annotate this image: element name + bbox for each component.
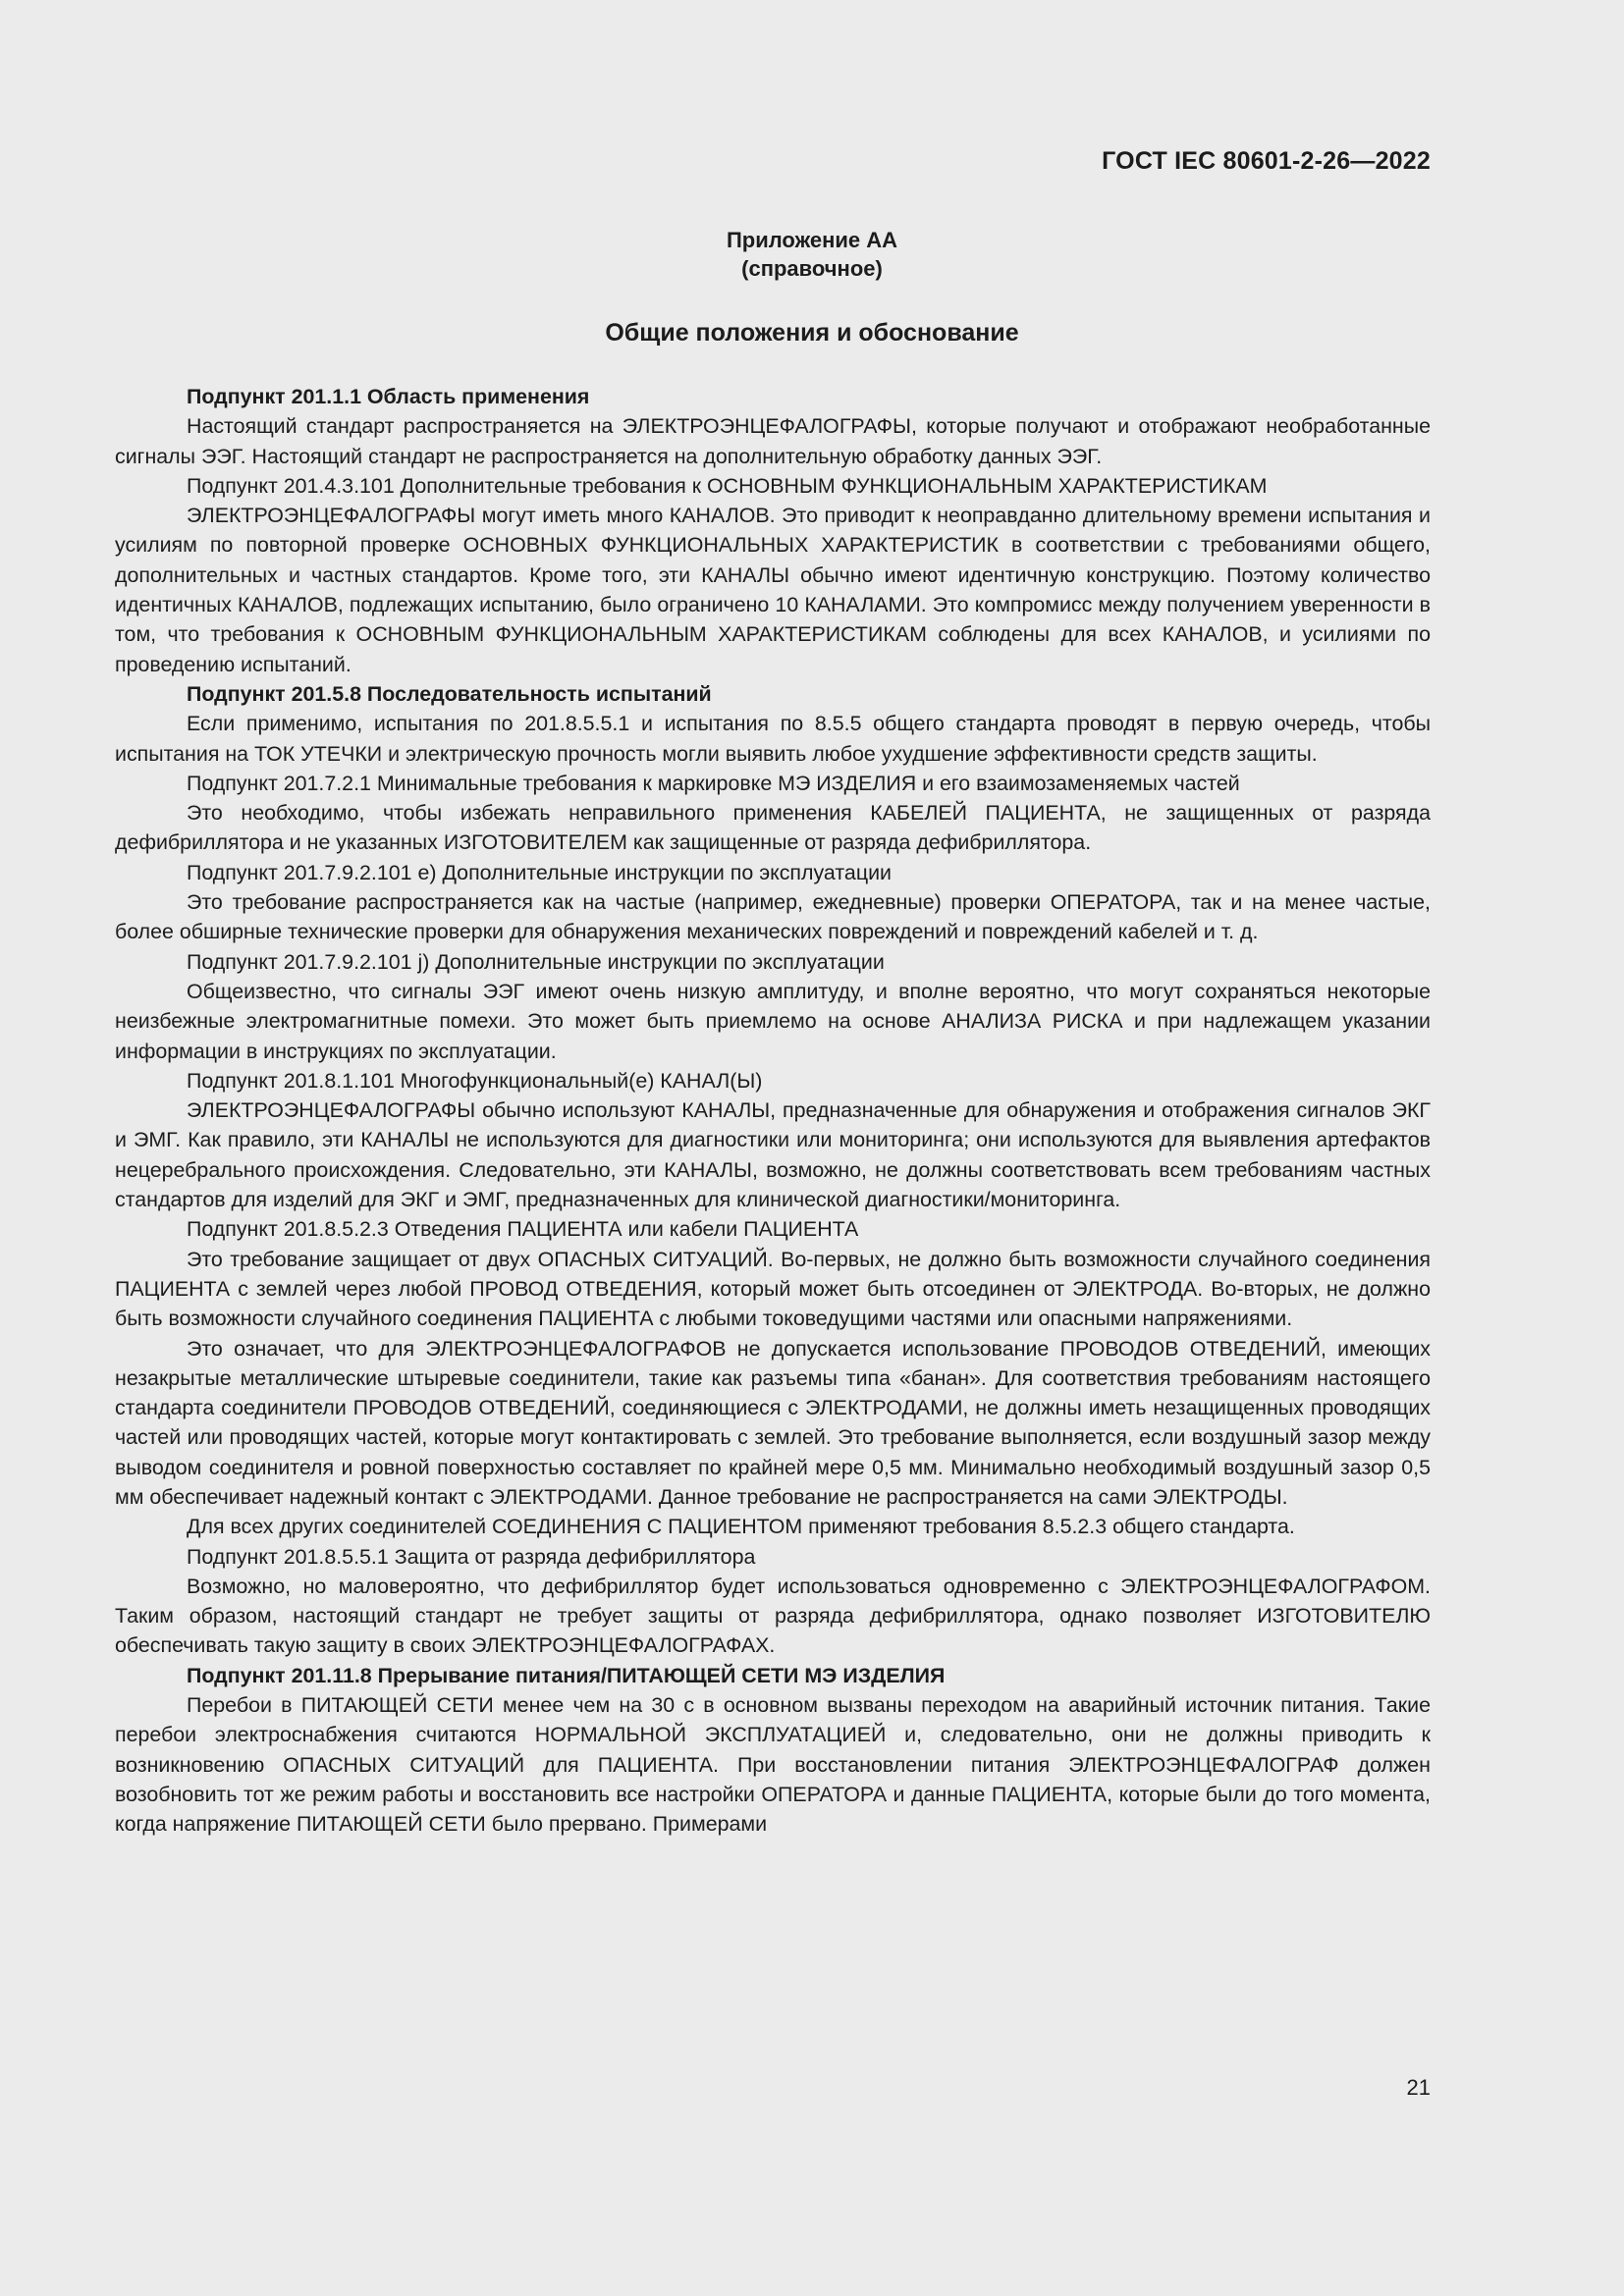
paragraph: Общеизвестно, что сигналы ЭЭГ имеют очень низкую амплитуду, и вполне вероятно, что могут сохраняться некоторые неизбежные электромагнитные помехи. Это может быть приемлемо на основе АНАЛИЗА РИСКА и при надлежащем указании информации в инструкциях по эксплуатации.	[115, 979, 1431, 1063]
paragraph: Подпункт 201.8.1.101 Многофункциональный(е) КАНАЛ(Ы)	[187, 1068, 763, 1093]
subclause-heading: Подпункт 201.11.8 Прерывание питания/ПИТАЮЩЕЙ СЕТИ МЭ ИЗДЕЛИЯ	[187, 1663, 946, 1687]
annex-title: Приложение АА	[726, 228, 898, 252]
paragraph: Возможно, но маловероятно, что дефибриллятор будет использоваться одновременно с ЭЛЕКТРОЭНЦЕФАЛОГРАФОМ. Таким образом, настоящий стандарт не требует защиты от разряда дефибриллятора, однако позволяет ИЗГОТОВИТЕЛЮ обеспечивать такую защиту в своих ЭЛЕКТРОЭНЦЕФАЛОГРАФАХ.	[115, 1574, 1431, 1658]
annex-kind: (справочное)	[741, 256, 883, 281]
paragraph: Это требование распространяется как на частые (например, ежедневные) проверки ОПЕРАТОРА, так и на менее частые, более обширные технические проверки для обнаружения механических повреждений и повреждений кабелей и т. д.	[115, 890, 1431, 944]
subclause-heading: Подпункт 201.5.8 Последовательность испытаний	[187, 681, 712, 706]
paragraph: Это необходимо, чтобы избежать неправильного применения КАБЕЛЕЙ ПАЦИЕНТА, не защищенных от разряда дефибриллятора и не указанных ИЗГОТОВИТЕЛЕМ как защищенные от разряда дефибриллятора.	[115, 801, 1431, 855]
paragraph: Подпункт 201.7.9.2.101 j) Дополнительные инструкции по эксплуатации	[187, 949, 885, 974]
annex-heading	[0, 226, 1624, 283]
paragraph: Подпункт 201.4.3.101 Дополнительные требования к ОСНОВНЫМ ФУНКЦИОНАЛЬНЫМ ХАРАКТЕРИСТИКАМ	[187, 473, 1268, 498]
section-title: Общие положения и обоснование	[605, 319, 1019, 347]
paragraph: Это означает, что для ЭЛЕКТРОЭНЦЕФАЛОГРАФОВ не допускается использование ПРОВОДОВ ОТВЕДЕНИЙ, имеющих незакрытые металлические штыревые соединители, такие как разъемы типа «банан». Для соответствия требованиям настоящего стандарта соединители ПРОВОДОВ ОТВЕДЕНИЙ, соединяющиеся с ЭЛЕКТРОДАМИ, не должны иметь незащищенных проводящих частей или проводящих частей, которые могут контактировать с землей. Это требование выполняется, если воздушный зазор между выводом соединителя и ровной поверхностью составляет по крайней мере 0,5 мм. Минимально необходимый воздушный зазор 0,5 мм обеспечивает надежный контакт с ЭЛЕКТРОДАМИ. Данное требование не распространяется на сами ЭЛЕКТРОДЫ.	[115, 1336, 1431, 1509]
paragraph: Подпункт 201.8.5.5.1 Защита от разряда дефибриллятора	[187, 1544, 756, 1569]
paragraph: Подпункт 201.7.2.1 Минимальные требования к маркировке МЭ ИЗДЕЛИЯ и его взаимозаменяемых частей	[187, 771, 1240, 795]
document-body	[115, 382, 1431, 1840]
paragraph: ЭЛЕКТРОЭНЦЕФАЛОГРАФЫ обычно используют КАНАЛЫ, предназначенные для обнаружения и отображения сигналов ЭКГ и ЭМГ. Как правило, эти КАНАЛЫ не используются для диагностики или мониторинга; они используются для выявления артефактов нецеребрального происхождения. Следовательно, эти КАНАЛЫ, возможно, не должны соответствовать всем требованиям частных стандартов для изделий для ЭКГ и ЭМГ, предназначенных для клинической диагностики/мониторинга.	[115, 1098, 1431, 1212]
paragraph: Это требование защищает от двух ОПАСНЫХ СИТУАЦИЙ. Во-первых, не должно быть возможности случайного соединения ПАЦИЕНТА с землей через любой ПРОВОД ОТВЕДЕНИЯ, который может быть отсоединен от ЭЛЕКТРОДА. Во-вторых, не должно быть возможности случайного соединения ПАЦИЕНТА с любыми токоведущими частями или опасными напряжениями.	[115, 1247, 1431, 1331]
page-number: 21	[1406, 2075, 1431, 2100]
paragraph: Подпункт 201.8.5.2.3 Отведения ПАЦИЕНТА или кабели ПАЦИЕНТА	[187, 1217, 859, 1242]
paragraph: ЭЛЕКТРОЭНЦЕФАЛОГРАФЫ могут иметь много КАНАЛОВ. Это приводит к неоправданно длительному времени испытания и усилиям по повторной проверке ОСНОВНЫХ ФУНКЦИОНАЛЬНЫХ ХАРАКТЕРИСТИК в соответствии с требованиями общего, дополнительных и частных стандартов. Кроме того, эти КАНАЛЫ обычно имеют идентичную конструкцию. Поэтому количество идентичных КАНАЛОВ, подлежащих испытанию, было ограничено 10 КАНАЛАМИ. Это компромисс между получением уверенности в том, что требования к ОСНОВНЫМ ФУНКЦИОНАЛЬНЫМ ХАРАКТЕРИСТИКАМ соблюдены для всех КАНАЛОВ, и усилиями по проведению испытаний.	[115, 504, 1431, 676]
paragraph: Настоящий стандарт распространяется на ЭЛЕКТРОЭНЦЕФАЛОГРАФЫ, которые получают и отображают необработанные сигналы ЭЭГ. Настоящий стандарт не распространяется на дополнительную обработку данных ЭЭГ.	[115, 414, 1431, 468]
standard-designation: ГОСТ IEC 80601-2-26—2022	[1102, 147, 1431, 175]
paragraph: Перебои в ПИТАЮЩЕЙ СЕТИ менее чем на 30 с в основном вызваны переходом на аварийный источник питания. Такие перебои электроснабжения считаются НОРМАЛЬНОЙ ЭКСПЛУАТАЦИЕЙ и, следовательно, они не должны приводить к возникновению ОПАСНЫХ СИТУАЦИЙ для ПАЦИЕНТА. При восстановлении питания ЭЛЕКТРОЭНЦЕФАЛОГРАФ должен возобновить тот же режим работы и восстановить все настройки ОПЕРАТОРА и данные ПАЦИЕНТА, которые были до того момента, когда напряжение ПИТАЮЩЕЙ СЕТИ было прервано. Примерами	[115, 1693, 1431, 1837]
paragraph: Для всех других соединителей СОЕДИНЕНИЯ С ПАЦИЕНТОМ применяют требования 8.5.2.3 общего стандарта.	[187, 1515, 1295, 1539]
paragraph: Если применимо, испытания по 201.8.5.5.1 и испытания по 8.5.5 общего стандарта проводят в первую очередь, чтобы испытания на ТОК УТЕЧКИ и электрическую прочность могли выявить любое ухудшение эффективности средств защиты.	[115, 712, 1431, 766]
subclause-heading: Подпункт 201.1.1 Область применения	[187, 385, 590, 408]
paragraph: Подпункт 201.7.9.2.101 е) Дополнительные инструкции по эксплуатации	[187, 860, 892, 884]
